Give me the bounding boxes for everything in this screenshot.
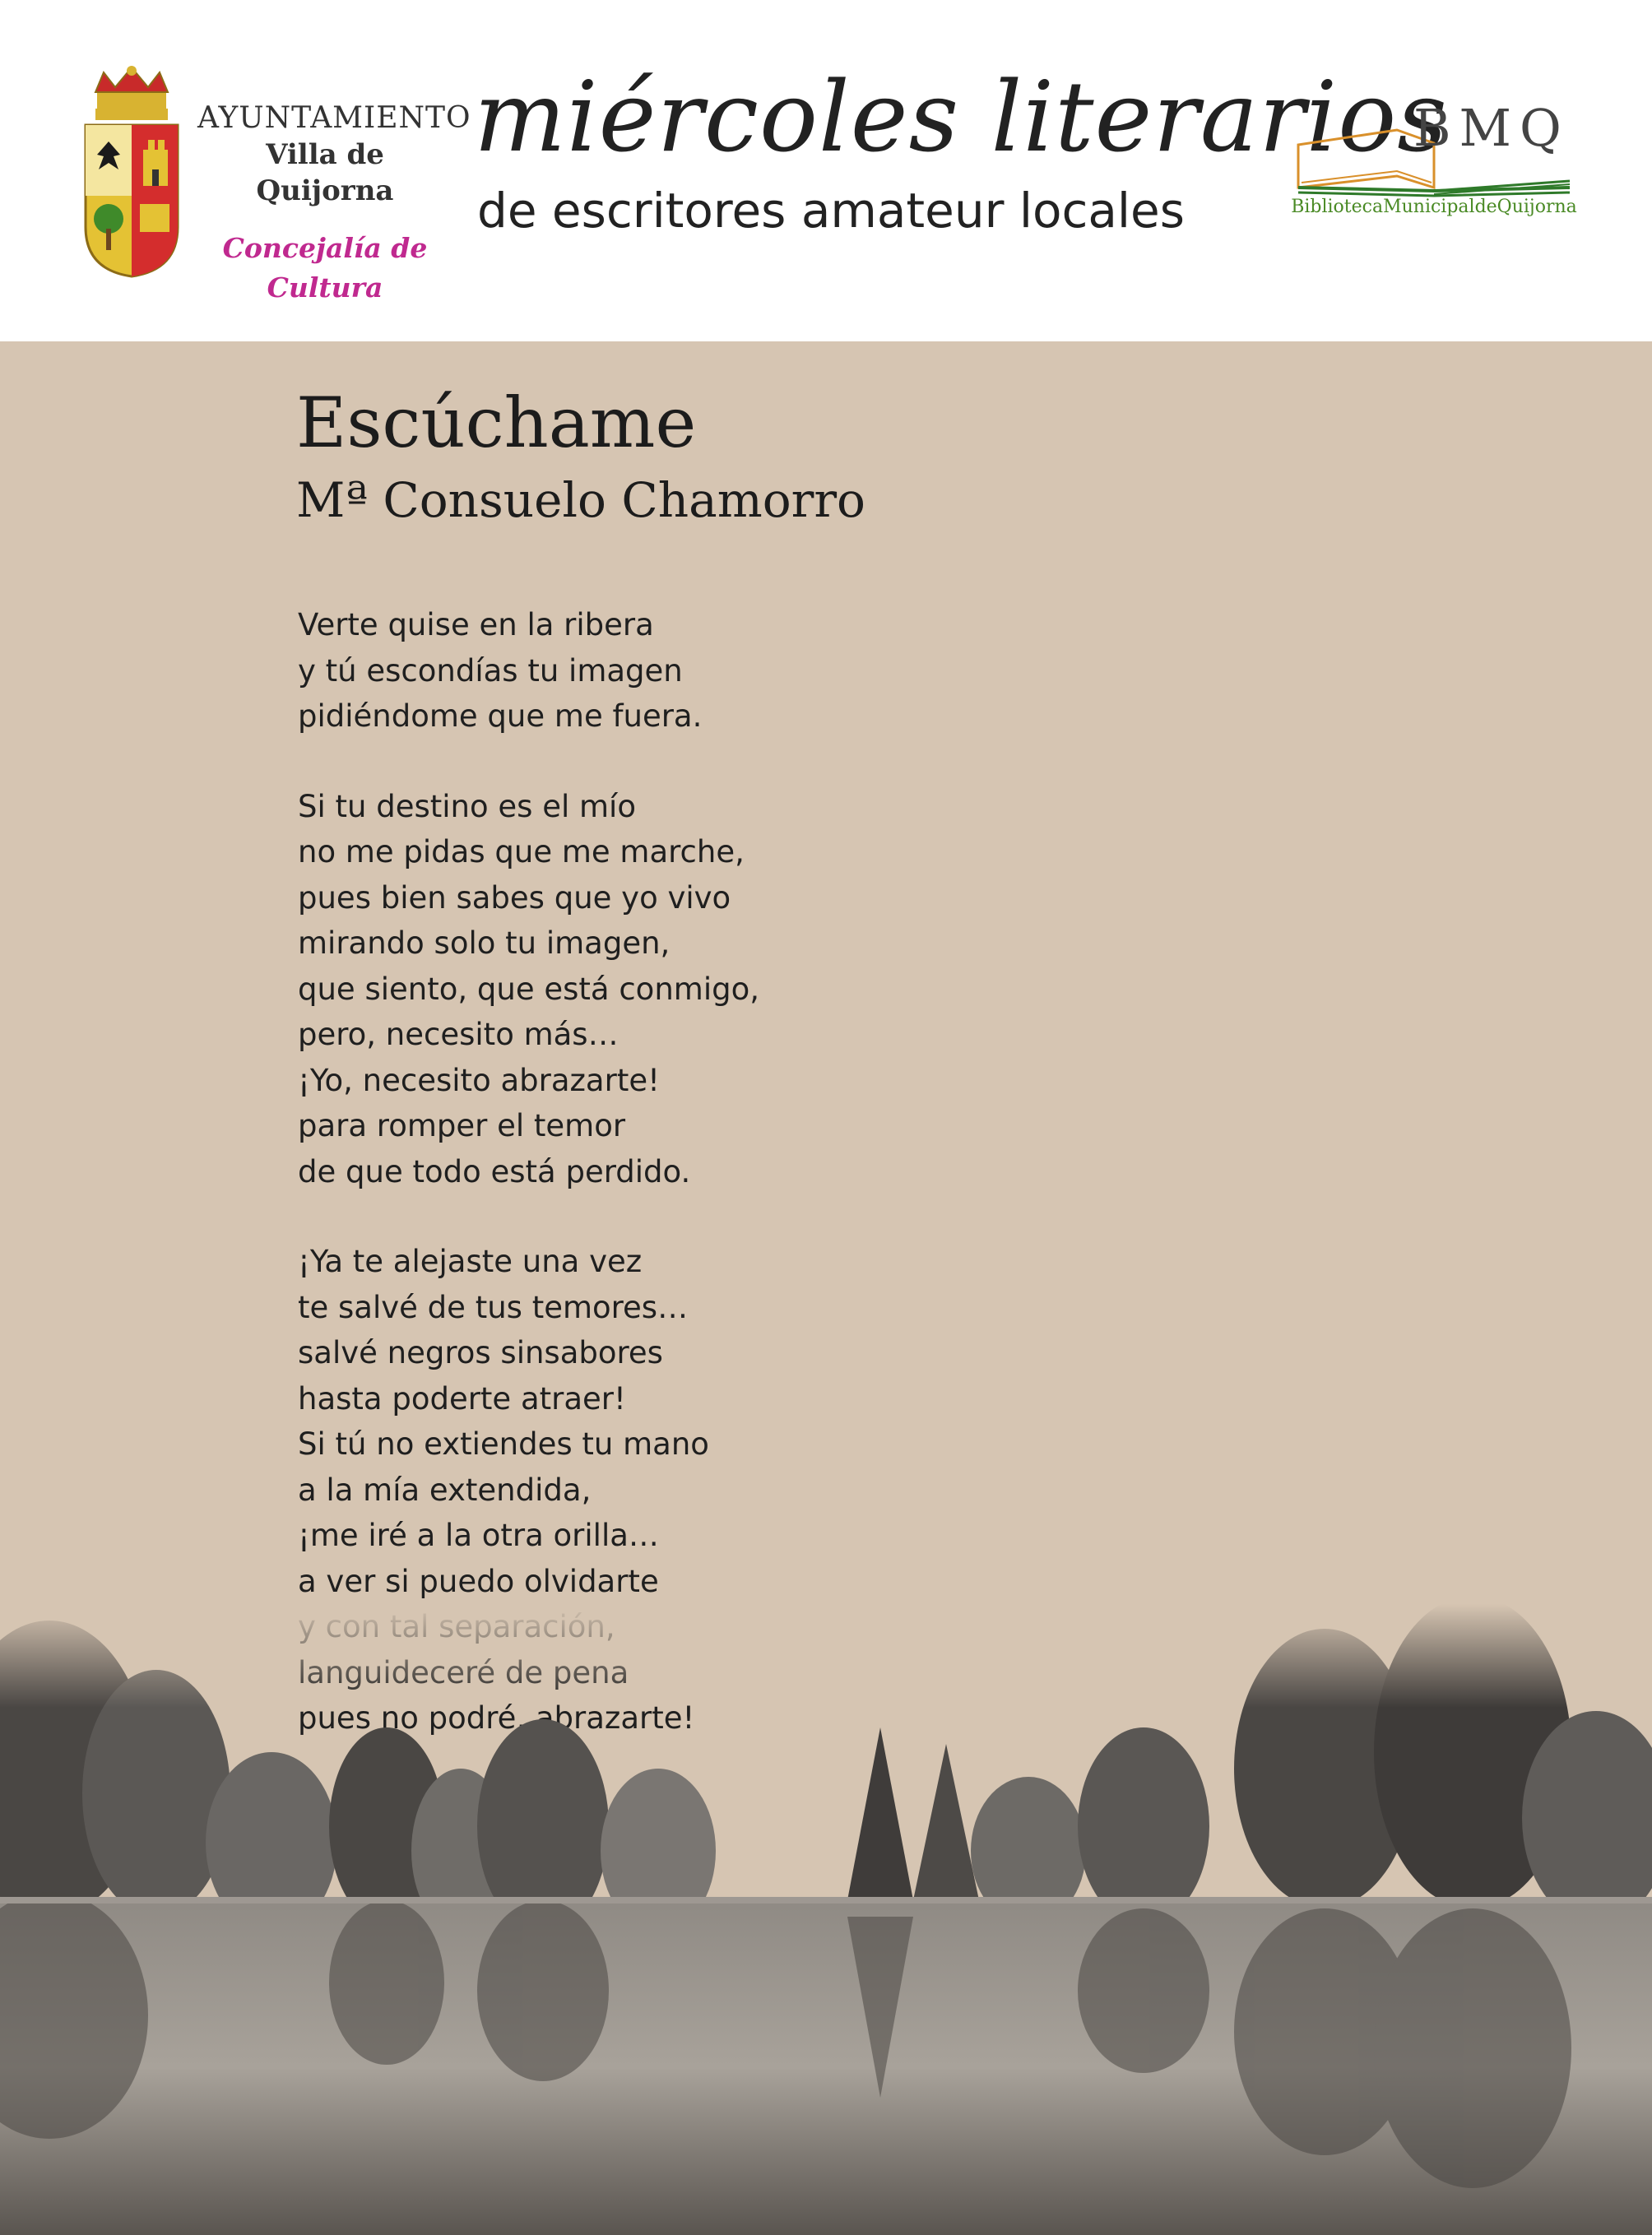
- poem-line: pidiéndome que me fuera.: [298, 698, 703, 734]
- ayuntamiento-line2: Villa de Quijorna: [256, 138, 394, 207]
- poem-line: y tú escondías tu imagen: [298, 652, 683, 689]
- stanza: [298, 602, 1121, 740]
- poem-line: no me pidas que me marche,: [298, 834, 745, 869]
- coat-of-arms-icon: [79, 64, 184, 280]
- poem-line: ¡me iré a la otra orilla…: [298, 1518, 659, 1553]
- poem-line: mirando solo tu imagen,: [298, 925, 671, 961]
- stanza: [298, 784, 1121, 1195]
- poem-line: te salvé de tus temores…: [298, 1289, 689, 1325]
- poem-title: Escúchame: [296, 383, 697, 463]
- poem-line: Verte quise en la ribera: [298, 607, 654, 642]
- poem-line: hasta poderte atraer!: [298, 1380, 626, 1417]
- poem-line: ¡Yo, necesito abrazarte!: [298, 1062, 660, 1098]
- poem-line: ¡Ya te alejaste una vez: [298, 1244, 643, 1279]
- poem-line: pero, necesito más…: [298, 1017, 619, 1052]
- bmq-library-name: BibliotecaMunicipaldeQuijorna: [1291, 197, 1577, 217]
- poem-line: Si tú no extiendes tu mano: [298, 1426, 709, 1462]
- concejalia-line2: Cultura: [267, 271, 383, 304]
- poem-line: de que todo está perdido.: [298, 1153, 691, 1189]
- ayuntamiento-label: [197, 100, 471, 308]
- series-title: miércoles literarios: [474, 60, 1448, 174]
- poem-line: a ver si puedo olvidarte: [298, 1563, 659, 1599]
- bmq-logo: [1290, 97, 1578, 229]
- poem-line: que siento, que está conmigo,: [298, 971, 759, 1007]
- lake-trees-reflection-image: [0, 1604, 1652, 2235]
- poem-line: pues bien sabes que yo vivo: [298, 879, 731, 916]
- poem-line: para romper el temor: [298, 1108, 626, 1143]
- header-banner: [0, 0, 1652, 341]
- concejalia-line1: Concejalía de: [222, 232, 428, 264]
- ayuntamiento-line1: AYUNTAMIENTO: [197, 101, 471, 135]
- poem-line: salvé negros sinsabores: [298, 1335, 663, 1370]
- poem-line: a la mía extendida,: [298, 1472, 592, 1508]
- poem-line: Si tu destino es el mío: [298, 788, 636, 824]
- bmq-letters: BMQ: [1413, 98, 1570, 158]
- poem-author: Mª Consuelo Chamorro: [296, 472, 865, 528]
- series-subtitle: de escritores amateur locales: [477, 183, 1185, 239]
